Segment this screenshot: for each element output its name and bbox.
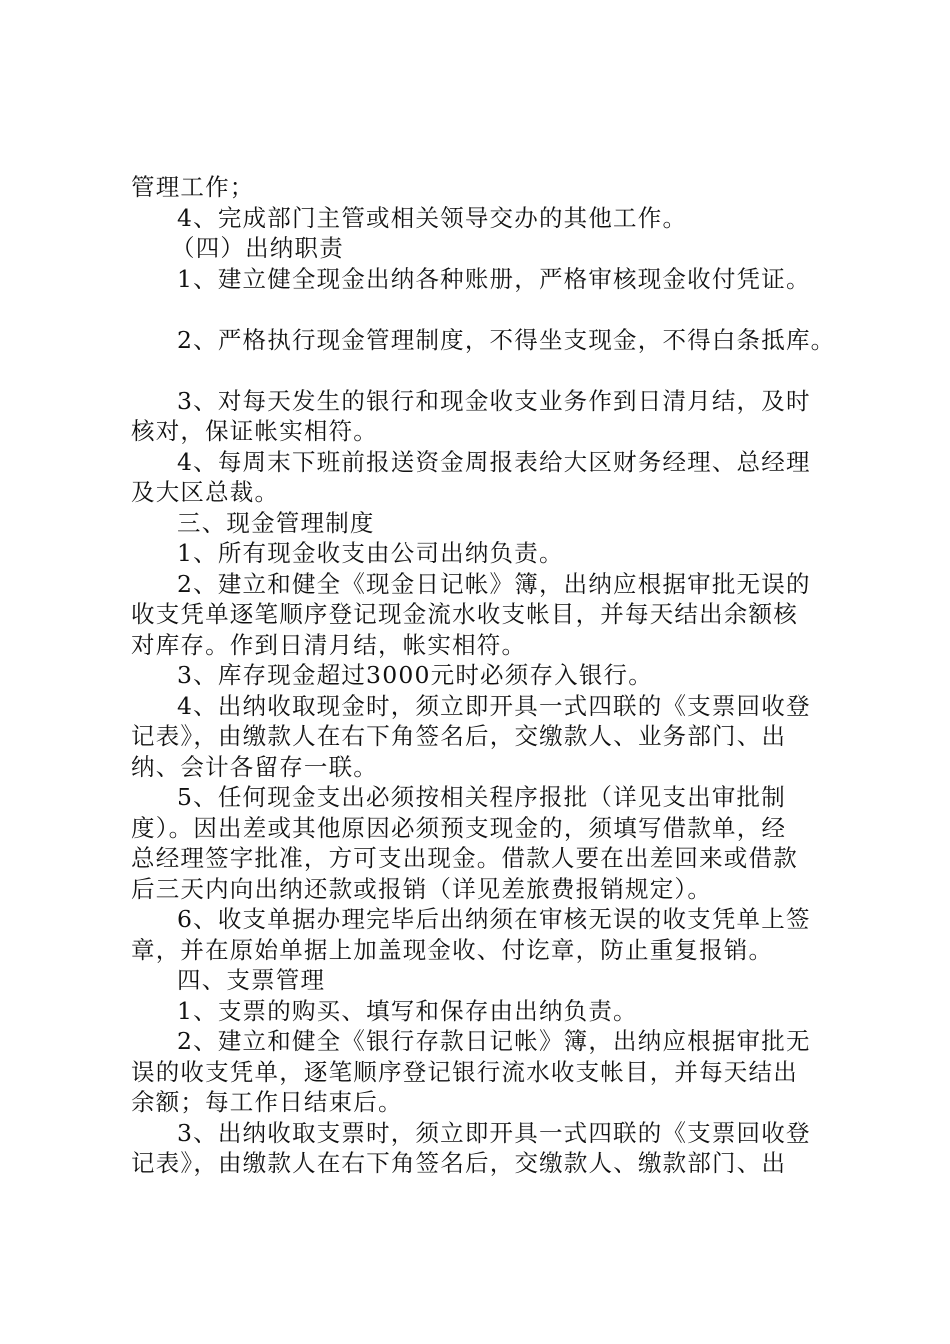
section-heading: 三、现金管理制度 <box>177 508 375 537</box>
text-line: 余额；每工作日结束后。 <box>131 1088 403 1116</box>
text-line: 1、支票的购买、填写和保存由出纳负责。 <box>177 996 638 1025</box>
section-heading: 四、支票管理 <box>177 966 326 994</box>
text-line: 6、收支单据办理完毕后出纳须在审核无误的收支凭单上签 <box>177 905 811 933</box>
text-line: 1、建立健全现金出纳各种账册，严格审核现金收付凭证。 <box>177 264 811 293</box>
text-line: 记表》，由缴款人在右下角签名后，交缴款人、缴款部门、出 <box>131 1149 787 1177</box>
text-line: 总经理签字批准，方可支出现金。借款人要在出差回来或借款 <box>131 844 798 872</box>
blank-line <box>131 355 831 386</box>
text-line: 3、库存现金超过3000元时必须存入银行。 <box>177 661 653 689</box>
section-heading: （四）出纳职责 <box>171 234 344 262</box>
text-line: 度）。因出差或其他原因必须预支现金的，须填写借款单，经 <box>131 813 787 842</box>
text-line: 1、所有现金收支由公司出纳负责。 <box>177 539 564 567</box>
text-line: 记表》，由缴款人在右下角签名后，交缴款人、业务部门、出 <box>131 722 787 750</box>
text-line: 核对，保证帐实相符。 <box>131 417 378 445</box>
text-line: 误的收支凭单，逐笔顺序登记银行流水收支帐目，并每天结出 <box>131 1057 798 1086</box>
text-line: 及大区总裁。 <box>131 478 280 506</box>
text-line: 章，并在原始单据上加盖现金收、付讫章，防止重复报销。 <box>131 935 774 964</box>
text-line: 后三天内向出纳还款或报销（详见差旅费报销规定）。 <box>131 874 713 903</box>
text-line: 对库存。作到日清月结，帐实相符。 <box>131 630 527 659</box>
text-line: 2、建立和健全《银行存款日记帐》簿，出纳应根据审批无 <box>177 1027 811 1055</box>
text-line: 3、出纳收取支票时，须立即开具一式四联的《支票回收登 <box>177 1118 811 1147</box>
text-line: 收支凭单逐笔顺序登记现金流水收支帐目，并每天结出余额核 <box>131 600 798 628</box>
text-line: 纳、会计各留存一联。 <box>131 752 378 781</box>
text-line: 2、建立和健全《现金日记帐》簿，出纳应根据审批无误的 <box>177 569 811 598</box>
text-line: 2、严格执行现金管理制度，不得坐支现金，不得白条抵库。 <box>177 325 836 354</box>
text-line: 4、出纳收取现金时，须立即开具一式四联的《支票回收登 <box>177 691 811 720</box>
text-line: 3、对每天发生的银行和现金收支业务作到日清月结，及时 <box>177 386 811 415</box>
document-body <box>131 172 836 1179</box>
text-line: 5、任何现金支出必须按相关程序报批（详见支出审批制 <box>177 783 786 811</box>
blank-line <box>131 294 831 325</box>
text-line: 4、完成部门主管或相关领导交办的其他工作。 <box>177 203 688 232</box>
text-line: 管理工作； <box>131 173 255 201</box>
text-line: 4、每周末下班前报送资金周报表给大区财务经理、总经理 <box>177 447 811 476</box>
